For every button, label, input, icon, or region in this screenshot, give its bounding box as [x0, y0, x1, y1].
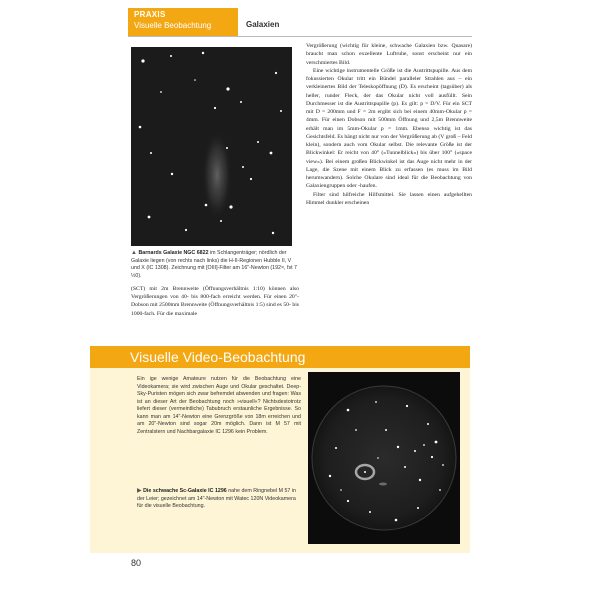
right-paragraph-3: Filter sind hilfreiche Hilfsmittel. Sie lassen einen aufgehellten Himmel dunkler erscheinen	[306, 191, 472, 206]
box-title-bar	[90, 346, 470, 368]
video-observation-box	[90, 346, 470, 553]
figure1-title: Barnards Galaxie NGC 6822	[138, 250, 209, 256]
ic1296-sketch	[308, 372, 460, 544]
galaxy-ngc6822-drawing	[131, 47, 292, 246]
triangle-marker-icon: ▶	[137, 488, 142, 494]
box-figure-caption	[137, 488, 301, 511]
chapter-title: Galaxien	[246, 20, 280, 29]
figure1-caption	[131, 250, 299, 280]
box-title: Visuelle Video-Beobachtung	[130, 349, 306, 365]
box-body-text	[137, 376, 301, 436]
ic1296-video-drawing	[308, 372, 460, 544]
triangle-marker-icon: ▲	[131, 250, 137, 256]
page-number: 80	[131, 558, 142, 568]
box-paragraph: Ein ige wenige Amateure nutzen für die Beobachtung eine Videokamera; sie wird zwischen Auge und Okular geschaltet. Deep-Sky-Puristen mögen sich zwar befremdet abwenden und fragen: Was ist an dieser Art der Beobachtung noch »visuell«? Nichtsdestotrotz liefert dieser (vermeintliche) Tabubruch erstaunliche Ergebnisse. So kann man am 14"-Newton eine Grenzgröße von 18m erreichen und am 20"-Newton sind sogar 20m möglich. Dann ist M 57 mit Zentralstern und Nachbargalaxie IC 1296 kein Problem.	[137, 376, 301, 435]
right-column-text	[306, 42, 472, 207]
section-label: PRAXIS	[134, 10, 166, 19]
left-column-text	[131, 285, 299, 318]
right-paragraph-1: Vergrößerung (wichtig für kleine, schwache Galaxien bzw. Quasare) braucht man schon exzellente Luftruhe, sonst erscheint nur ein verschmiertes Bild.	[306, 43, 472, 66]
box-caption-title: Die schwache Sc-Galaxie IC 1296	[143, 488, 227, 494]
left-paragraph: (SCT) mit 2m Brennweite (Öffnungsverhältnis 1:10) können also Vergrößerungen von 40- bis 800-fach erreicht werden. Für einen 20"-Dobson mit 2500mm Brennweite (Öffnungsverhältnis 1:5) sind es 50- bis 1000-fach. Für die maximale	[131, 286, 299, 317]
subsection-label: Visuelle Beobachtung	[134, 21, 212, 30]
ngc6822-sketch	[131, 47, 292, 246]
right-paragraph-2: Eine wichtige instrumentelle Größe ist die Austrittspupille. Aus dem fokussierten Okular tritt ein Bündel paralleler Strahlen aus – ein verkleinertes Bild der Teleskopöffnung (D). Es erscheint (tagsüber) als heller, runder Fleck, der das Okular nicht voll ausfüllt. Sein Durchmesser ist die Austrittspupille (p). Es gilt: p = D/V. Für ein SCT mit D = 200mm und F = 2m ergibt sich bei einem 40mm-Okular p = 4mm. Für einen Dobson mit 500mm Öffnung und 2,5m Brennweite erhält man im 5mm-Okular p = 1mm. Ebenso wichtig ist das Gesichtsfeld. Es hängt nicht nur von der Vergrößerung ab (V groß – Feld klein), sondern auch vom Okular selbst. Die relevante Größe ist der Blickwinkel: Er reicht von 40° (»Tunnelblick«) bis über 100° (»space view«). Bei einem großen Blickwinkel ist das Auge nicht mehr in der Lage, die Szene mit einem Blick zu erfassen (es muss im Bild herumwandern). Solche Okulare sind ideal für die Beobachtung von Galaxiengruppen oder -haufen.	[306, 67, 472, 190]
header-divider	[128, 36, 472, 37]
box-caption-text: nahe dem Ringnebel M 57 in der Leier; gezeichnet am 14"-Newton mit Watec 120N Videokamera für die visuelle Beobachtung.	[137, 488, 296, 509]
section-tab	[128, 8, 238, 36]
figure1-caption-text: im Schlangenträger; nördlich der Galaxie liegen (von rechts nach links) die H-II-Regionen Hubble II, V und X (IC 1308). Zeichnung mit [OIII]-Filter am 16"-Newton (192×, fst 7 ½0).	[131, 250, 299, 279]
